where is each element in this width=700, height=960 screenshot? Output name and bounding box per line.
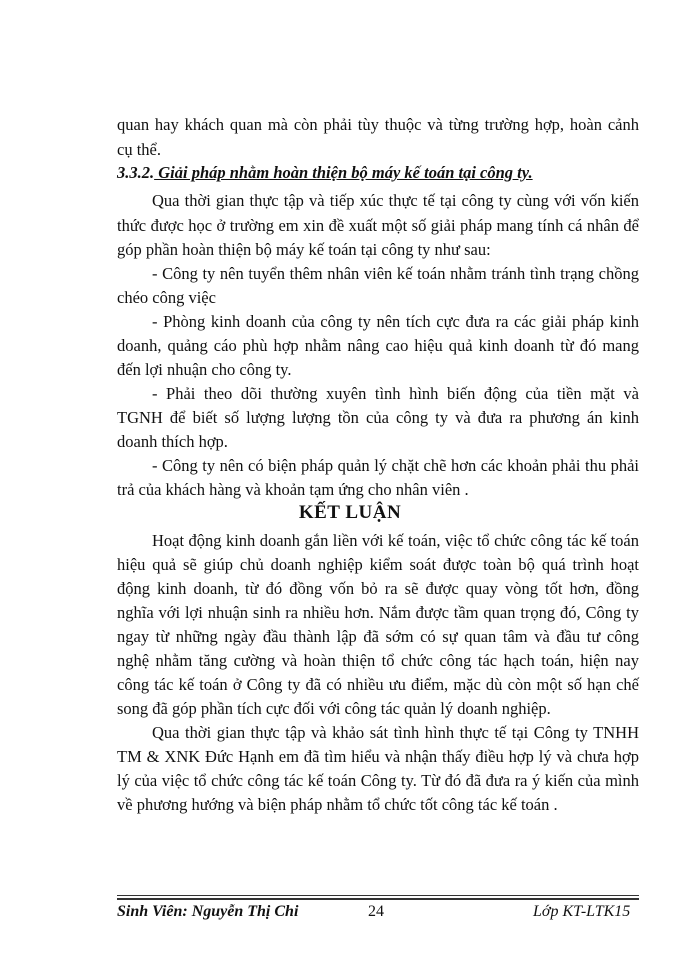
footer-student: Sinh Viên: Nguyễn Thị Chi: [117, 903, 299, 920]
text-line: Qua thời gian thực tập và tiếp xúc thực tế tại công ty cùng với vốn kiến: [152, 191, 639, 210]
bullet-line: - Công ty nên tuyển thêm nhân viên kế toán nhằm tránh tình trạng chồng: [152, 264, 639, 283]
footer-class: Lớp KT-LTK15: [533, 903, 631, 920]
text-line: về phương hướng và biện pháp nhằm tổ chức tốt công tác kế toán .: [117, 795, 558, 814]
text-line: doanh thích hợp.: [117, 432, 228, 451]
text-line: trả của khách hàng và khoản tạm ứng cho nhân viên .: [117, 480, 469, 499]
text-line: cụ thể.: [117, 140, 161, 159]
text-line: nghệ nhằm tăng cường và hoàn thiện tổ chức công tác hạch toán, hiện nay: [117, 651, 639, 670]
page-number: 24: [368, 903, 384, 920]
text-line: nghĩa với lợi nhuận sinh ra nhiều hơn. Nắm được tầm quan trọng đó, Công ty: [117, 603, 639, 622]
footer-divider: [117, 898, 639, 900]
text-line: ngay từ những ngày đầu thành lập đã sớm có sự quan tâm và đầu tư công: [117, 627, 639, 646]
text-line: Hoạt động kinh doanh gắn liền với kế toán, việc tổ chức công tác kế toán: [152, 531, 639, 550]
section-number: 3.3.2.: [117, 163, 155, 182]
section-title: Giải pháp nhằm hoàn thiện bộ máy kế toán tại công ty.: [154, 163, 533, 182]
footer-divider: [117, 895, 639, 896]
text-line: thức được học ở trường em xin đề xuất một số giải pháp mang tính cá nhân để: [117, 216, 639, 235]
text-line: góp phần hoàn thiện bộ máy kế toán tại công ty như sau:: [117, 240, 491, 259]
text-line: hiệu quả sẽ giúp chủ doanh nghiệp kiểm soát được toàn bộ quá trình hoạt: [117, 555, 639, 574]
text-line: Qua thời gian thực tập và khảo sát tình hình thực tế tại Công ty TNHH: [152, 723, 639, 742]
text-line: đến lợi nhuận cho công ty.: [117, 360, 292, 379]
text-line: quan hay khách quan mà còn phải tùy thuộc và từng trường hợp, hoàn cảnh: [117, 115, 639, 134]
text-line: lý của việc tổ chức công tác kế toán Công ty. Từ đó đã đưa ra ý kiến của mình: [117, 771, 639, 790]
text-line: công tác kế toán ở Công ty đã có nhiều ưu điểm, mặc dù còn một số hạn chế: [117, 675, 639, 694]
text-line: song đã góp phần tích cực đối với công tác quản lý doanh nghiệp.: [117, 699, 551, 718]
text-line: chéo công việc: [117, 288, 216, 307]
section-heading: [117, 163, 639, 183]
bullet-line: - Công ty nên có biện pháp quản lý chặt chẽ hơn các khoản phải thu phải: [152, 456, 639, 475]
text-line: TGNH để biết số lượng lượng tồn của công ty và đưa ra phương án kinh: [117, 408, 639, 427]
text-line: doanh, quảng cáo phù hợp nhằm nâng cao hiệu quả kinh doanh từ đó mang: [117, 336, 639, 355]
text-line: động kinh doanh, từ đó đồng vốn bỏ ra sẽ được quay vòng tốt hơn, đồng: [117, 579, 639, 598]
bullet-line: - Phòng kinh doanh của công ty nên tích cực đưa ra các giải pháp kinh: [152, 312, 639, 331]
text-line: TM & XNK Đức Hạnh em đã tìm hiểu và nhận thấy điều hợp lý và chưa hợp: [117, 747, 639, 766]
bullet-line: - Phải theo dõi thường xuyên tình hình biến động của tiền mặt và: [152, 384, 639, 403]
conclusion-title: KẾT LUẬN: [298, 502, 402, 523]
